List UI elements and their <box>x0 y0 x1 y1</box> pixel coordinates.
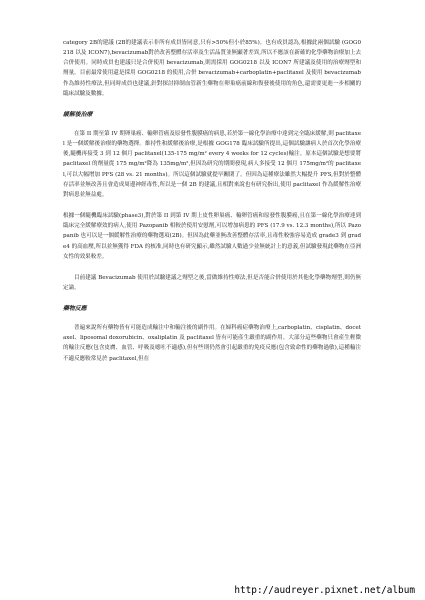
body-paragraph: 在第 II 期至第 IV 期卵巢癌、輸卵管癌及原發性腹膜癌的病患,若於第一線化學治療中達到完全臨床緩解,則 paclitaxel 是一個緩解後治療的藥物選擇。維持性和緩解後治療,是根據 GOG178 臨床試驗所提出,這個試驗讓病人於首次化學治療後,隨機再接受 3 到 12 個月 paclitaxel(135-175 mg/m² every 4 weeks for 12 cycles)輸注。原本這個試驗是想要將 paclitaxel 的劑量從 175 mg/m²降為 135mg/m²,但因為研究的期間發現,病人多接受 12 個月 175mg/m²的 paclitaxel,可以大幅增加 PFS (28 vs. 21 months)。所以這個試驗就提早關閉了。但因為這種療法雖然大幅提升 PFS,但對於整體存活率並無改善且會造成周邊神經毒性,所以是一個 2B 的建議,且相對來說也有研究指出,使用 paclitaxel 作為緩解性治療對病患並無益處。 <box>63 130 361 198</box>
body-paragraph: 根據一個隨機臨床試驗(phase3),對於第 II 到第 IV 期上皮性卵巢癌、輸卵管癌和原發性腹膜癌,且在第一線化學治療達到臨床完全緩解療效的病人,使用 Pazopanib 相較於使用安慰劑,可以增加病患的 PFS (17.9 vs. 12.3 months),所以 Pazopanib 也可以是一個緩解性治療的藥物選項(2B)。但因為此藥並無改善整體存活率,且毒性較強容易造成 grade3 到 grade4 的高血壓,所以並無獲得 FDA 的核准,同時也有研究顯示,雖然試驗人數過少並無統計上的意義,但試驗發現此藥物在亞洲女性的效果較差。 <box>63 213 361 260</box>
section-heading: 緩解後治療 <box>63 110 93 118</box>
drug-reaction-section <box>63 304 361 364</box>
intro-section <box>63 38 361 99</box>
document-body <box>63 38 361 364</box>
body-paragraph: 目前建議 Bevacizumab 使用於試驗建議之劑型之後,當做維持性療法,但是否能合併使用於其他化學藥物劑型,則仍無定論。 <box>63 274 361 291</box>
body-paragraph: category 2B的建議 (2B的建議表示非所有成員皆同意,只有>50%但小於85%)。也有成員認為,根據此兩個試驗 (GOG0218 以及 ICON7),bevacizumab對於改善整體存活率及生活品質並無顯著差異,所以不應該在新確的化學藥物治療加上去合併使用。同時成員也建議只是合併使用 bevacizumab,則需採用 GOG0218 以及 ICON7 所建議及使用的治療劑型和劑量。目前最常使用還是採用 GOG0218 的使用,合併 bevacizumab+carboplatin+paclitaxel 及使用 bevacizumab 作為維持性療法,但同時成員也建議,針對探討抑制血管新生藥物在卵巢癌前線和復發後使用的角色,還需要更進一步相關的臨床試驗及數據。 <box>63 40 361 97</box>
body-paragraph: 普遍來說所有藥物皆有可能造成輸注中和輸注後的副作用。在婦科癌症藥物治療上,carboplatin、cisplatin、docetaxel、liposomal doxorubicin、oxaliplatin 及 paclitaxel 皆有可能產生嚴重的副作用。大部分這些藥物只會產生輕微的輸注反應(包含皮膚、血管、呼吸及噁吐不適感),但有些則仍然會引起嚴重的免疫反應(包含致命性的藥物過敏),這種輸注不適反應較常見於 paclitaxel,但在 <box>63 325 361 362</box>
post-remission-section <box>63 110 361 293</box>
watermark-url: http://audreyer.pixnet.net/album <box>234 585 415 596</box>
section-heading: 藥物反應 <box>63 305 87 313</box>
